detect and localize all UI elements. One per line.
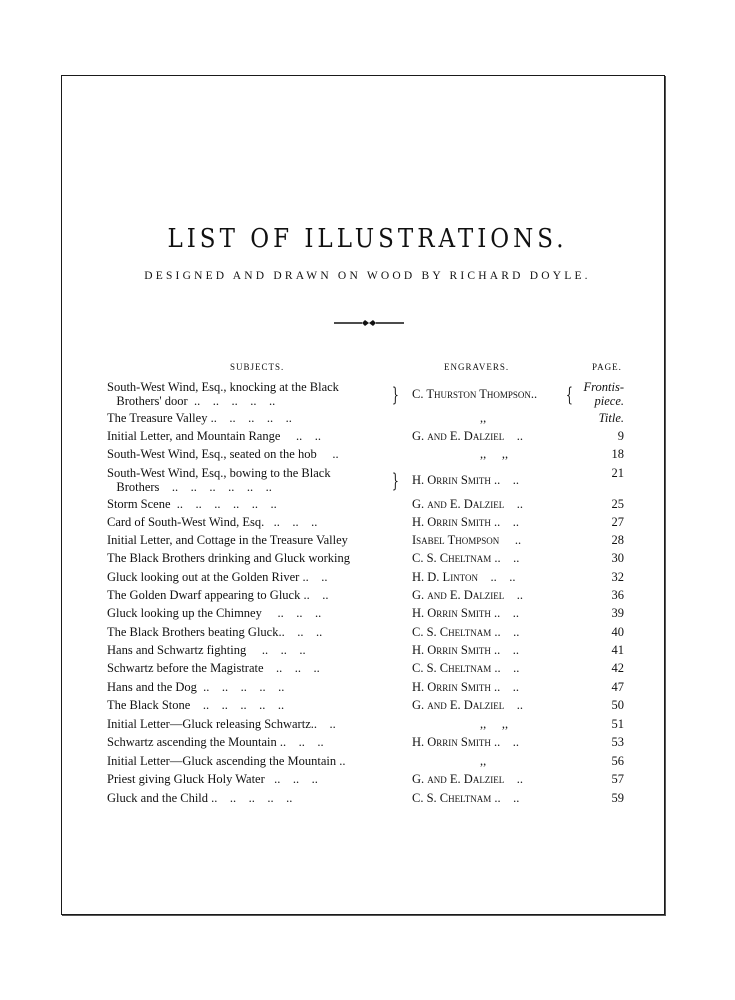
row-10-subject: Gluck looking out at the Golden River .. .. bbox=[107, 570, 328, 584]
row-7-page: 27 bbox=[611, 515, 624, 529]
row-18-engraver: ,, ,, bbox=[480, 717, 509, 731]
row-1-page: Frontis- bbox=[583, 380, 624, 394]
row-9-engraver: C. S. Cheltnam .. .. bbox=[412, 551, 520, 565]
row-9-page: 30 bbox=[611, 551, 624, 565]
row-22-page: 59 bbox=[611, 791, 624, 805]
row-7-engraver: H. Orrin Smith .. .. bbox=[412, 515, 520, 529]
row-12-subject: Gluck looking up the Chimney .. .. .. bbox=[107, 606, 322, 620]
header-engravers: ENGRAVERS. bbox=[444, 362, 510, 372]
row-5-subject-line2: Brothers .. .. .. .. .. .. bbox=[107, 480, 272, 494]
row-5-engraver: H. Orrin Smith .. .. bbox=[412, 473, 520, 487]
row-21-engraver: G. and E. Dalziel .. bbox=[412, 772, 524, 786]
row-18-page: 51 bbox=[611, 717, 624, 731]
row-8-engraver: Isabel Thompson .. bbox=[412, 533, 522, 547]
row-10-engraver: H. D. Linton .. .. bbox=[412, 570, 516, 584]
row-1-engraver: C. Thurston Thompson.. bbox=[412, 387, 538, 401]
row-11-page: 36 bbox=[611, 588, 624, 602]
row-1-subject: South-West Wind, Esq., knocking at the Black bbox=[107, 380, 339, 394]
row-6-page: 25 bbox=[611, 497, 624, 511]
row-15-subject: Schwartz before the Magistrate .. .. .. bbox=[107, 661, 320, 675]
row-17-page: 50 bbox=[611, 698, 624, 712]
row-3-engraver: G. and E. Dalziel .. bbox=[412, 429, 524, 443]
row-13-page: 40 bbox=[611, 625, 624, 639]
row-8-subject: Initial Letter, and Cottage in the Treasure Valley bbox=[107, 533, 348, 547]
page-title: LIST OF ILLUSTRATIONS. bbox=[167, 224, 568, 254]
row-6-subject: Storm Scene .. .. .. .. .. .. bbox=[107, 497, 277, 511]
row-11-engraver: G. and E. Dalziel .. bbox=[412, 588, 524, 602]
row-11-subject: The Golden Dwarf appearing to Gluck .. .. bbox=[107, 588, 329, 602]
row-19-engraver: H. Orrin Smith .. .. bbox=[412, 735, 520, 749]
row-14-page: 41 bbox=[611, 643, 624, 657]
row-22-engraver: C. S. Cheltnam .. .. bbox=[412, 791, 520, 805]
row-14-subject: Hans and Schwartz fighting .. .. .. bbox=[107, 643, 306, 657]
brace-icon: } bbox=[391, 468, 399, 492]
row-21-subject: Priest giving Gluck Holy Water .. .. .. bbox=[107, 772, 318, 786]
row-2-engraver: ,, bbox=[480, 411, 487, 425]
row-14-engraver: H. Orrin Smith .. .. bbox=[412, 643, 520, 657]
row-4-engraver: ,, ,, bbox=[480, 447, 509, 461]
row-3-subject: Initial Letter, and Mountain Range .. .. bbox=[107, 429, 322, 443]
row-12-engraver: H. Orrin Smith .. .. bbox=[412, 606, 520, 620]
header-subjects: SUBJECTS. bbox=[230, 362, 285, 372]
row-16-page: 47 bbox=[611, 680, 624, 694]
row-20-page: 56 bbox=[611, 754, 624, 768]
row-17-subject: The Black Stone .. .. .. .. .. bbox=[107, 698, 285, 712]
row-1-page-line2: piece. bbox=[594, 394, 624, 408]
row-4-subject: South-West Wind, Esq., seated on the hob .. bbox=[107, 447, 339, 461]
row-5-page: 21 bbox=[611, 466, 624, 480]
row-17-engraver: G. and E. Dalziel .. bbox=[412, 698, 524, 712]
row-18-subject: Initial Letter—Gluck releasing Schwartz.. .. bbox=[107, 717, 336, 731]
row-16-subject: Hans and the Dog .. .. .. .. .. bbox=[107, 680, 285, 694]
row-20-subject: Initial Letter—Gluck ascending the Mountain .. bbox=[107, 754, 346, 768]
row-15-engraver: C. S. Cheltnam .. .. bbox=[412, 661, 520, 675]
row-4-page: 18 bbox=[611, 447, 624, 461]
row-13-engraver: C. S. Cheltnam .. .. bbox=[412, 625, 520, 639]
row-13-subject: The Black Brothers beating Gluck.. .. .. bbox=[107, 625, 323, 639]
row-19-subject: Schwartz ascending the Mountain .. .. .. bbox=[107, 735, 324, 749]
brace-icon: { bbox=[565, 382, 573, 406]
row-2-subject: The Treasure Valley .. .. .. .. .. bbox=[107, 411, 292, 425]
row-21-page: 57 bbox=[611, 772, 624, 786]
brace-icon: } bbox=[391, 382, 399, 406]
row-6-engraver: G. and E. Dalziel .. bbox=[412, 497, 524, 511]
row-10-page: 32 bbox=[611, 570, 624, 584]
row-1-subject-line2: Brothers' door .. .. .. .. .. bbox=[107, 394, 276, 408]
row-20-engraver: ,, bbox=[480, 754, 487, 768]
row-3-page: 9 bbox=[617, 429, 624, 443]
row-5-subject: South-West Wind, Esq., bowing to the Black bbox=[107, 466, 331, 480]
row-8-page: 28 bbox=[611, 533, 624, 547]
row-16-engraver: H. Orrin Smith .. .. bbox=[412, 680, 520, 694]
row-15-page: 42 bbox=[611, 661, 624, 675]
row-22-subject: Gluck and the Child .. .. .. .. .. bbox=[107, 791, 293, 805]
row-12-page: 39 bbox=[611, 606, 624, 620]
row-7-subject: Card of South-West Wind, Esq. .. .. .. bbox=[107, 515, 318, 529]
ornament-divider bbox=[334, 317, 404, 329]
page-subtitle: DESIGNED AND DRAWN ON WOOD BY RICHARD DOYLE. bbox=[144, 270, 591, 282]
row-9-subject: The Black Brothers drinking and Gluck working bbox=[107, 551, 351, 565]
row-19-page: 53 bbox=[611, 735, 624, 749]
header-page: PAGE. bbox=[592, 362, 622, 372]
row-2-page: Title. bbox=[598, 411, 624, 425]
page-border bbox=[61, 75, 665, 915]
